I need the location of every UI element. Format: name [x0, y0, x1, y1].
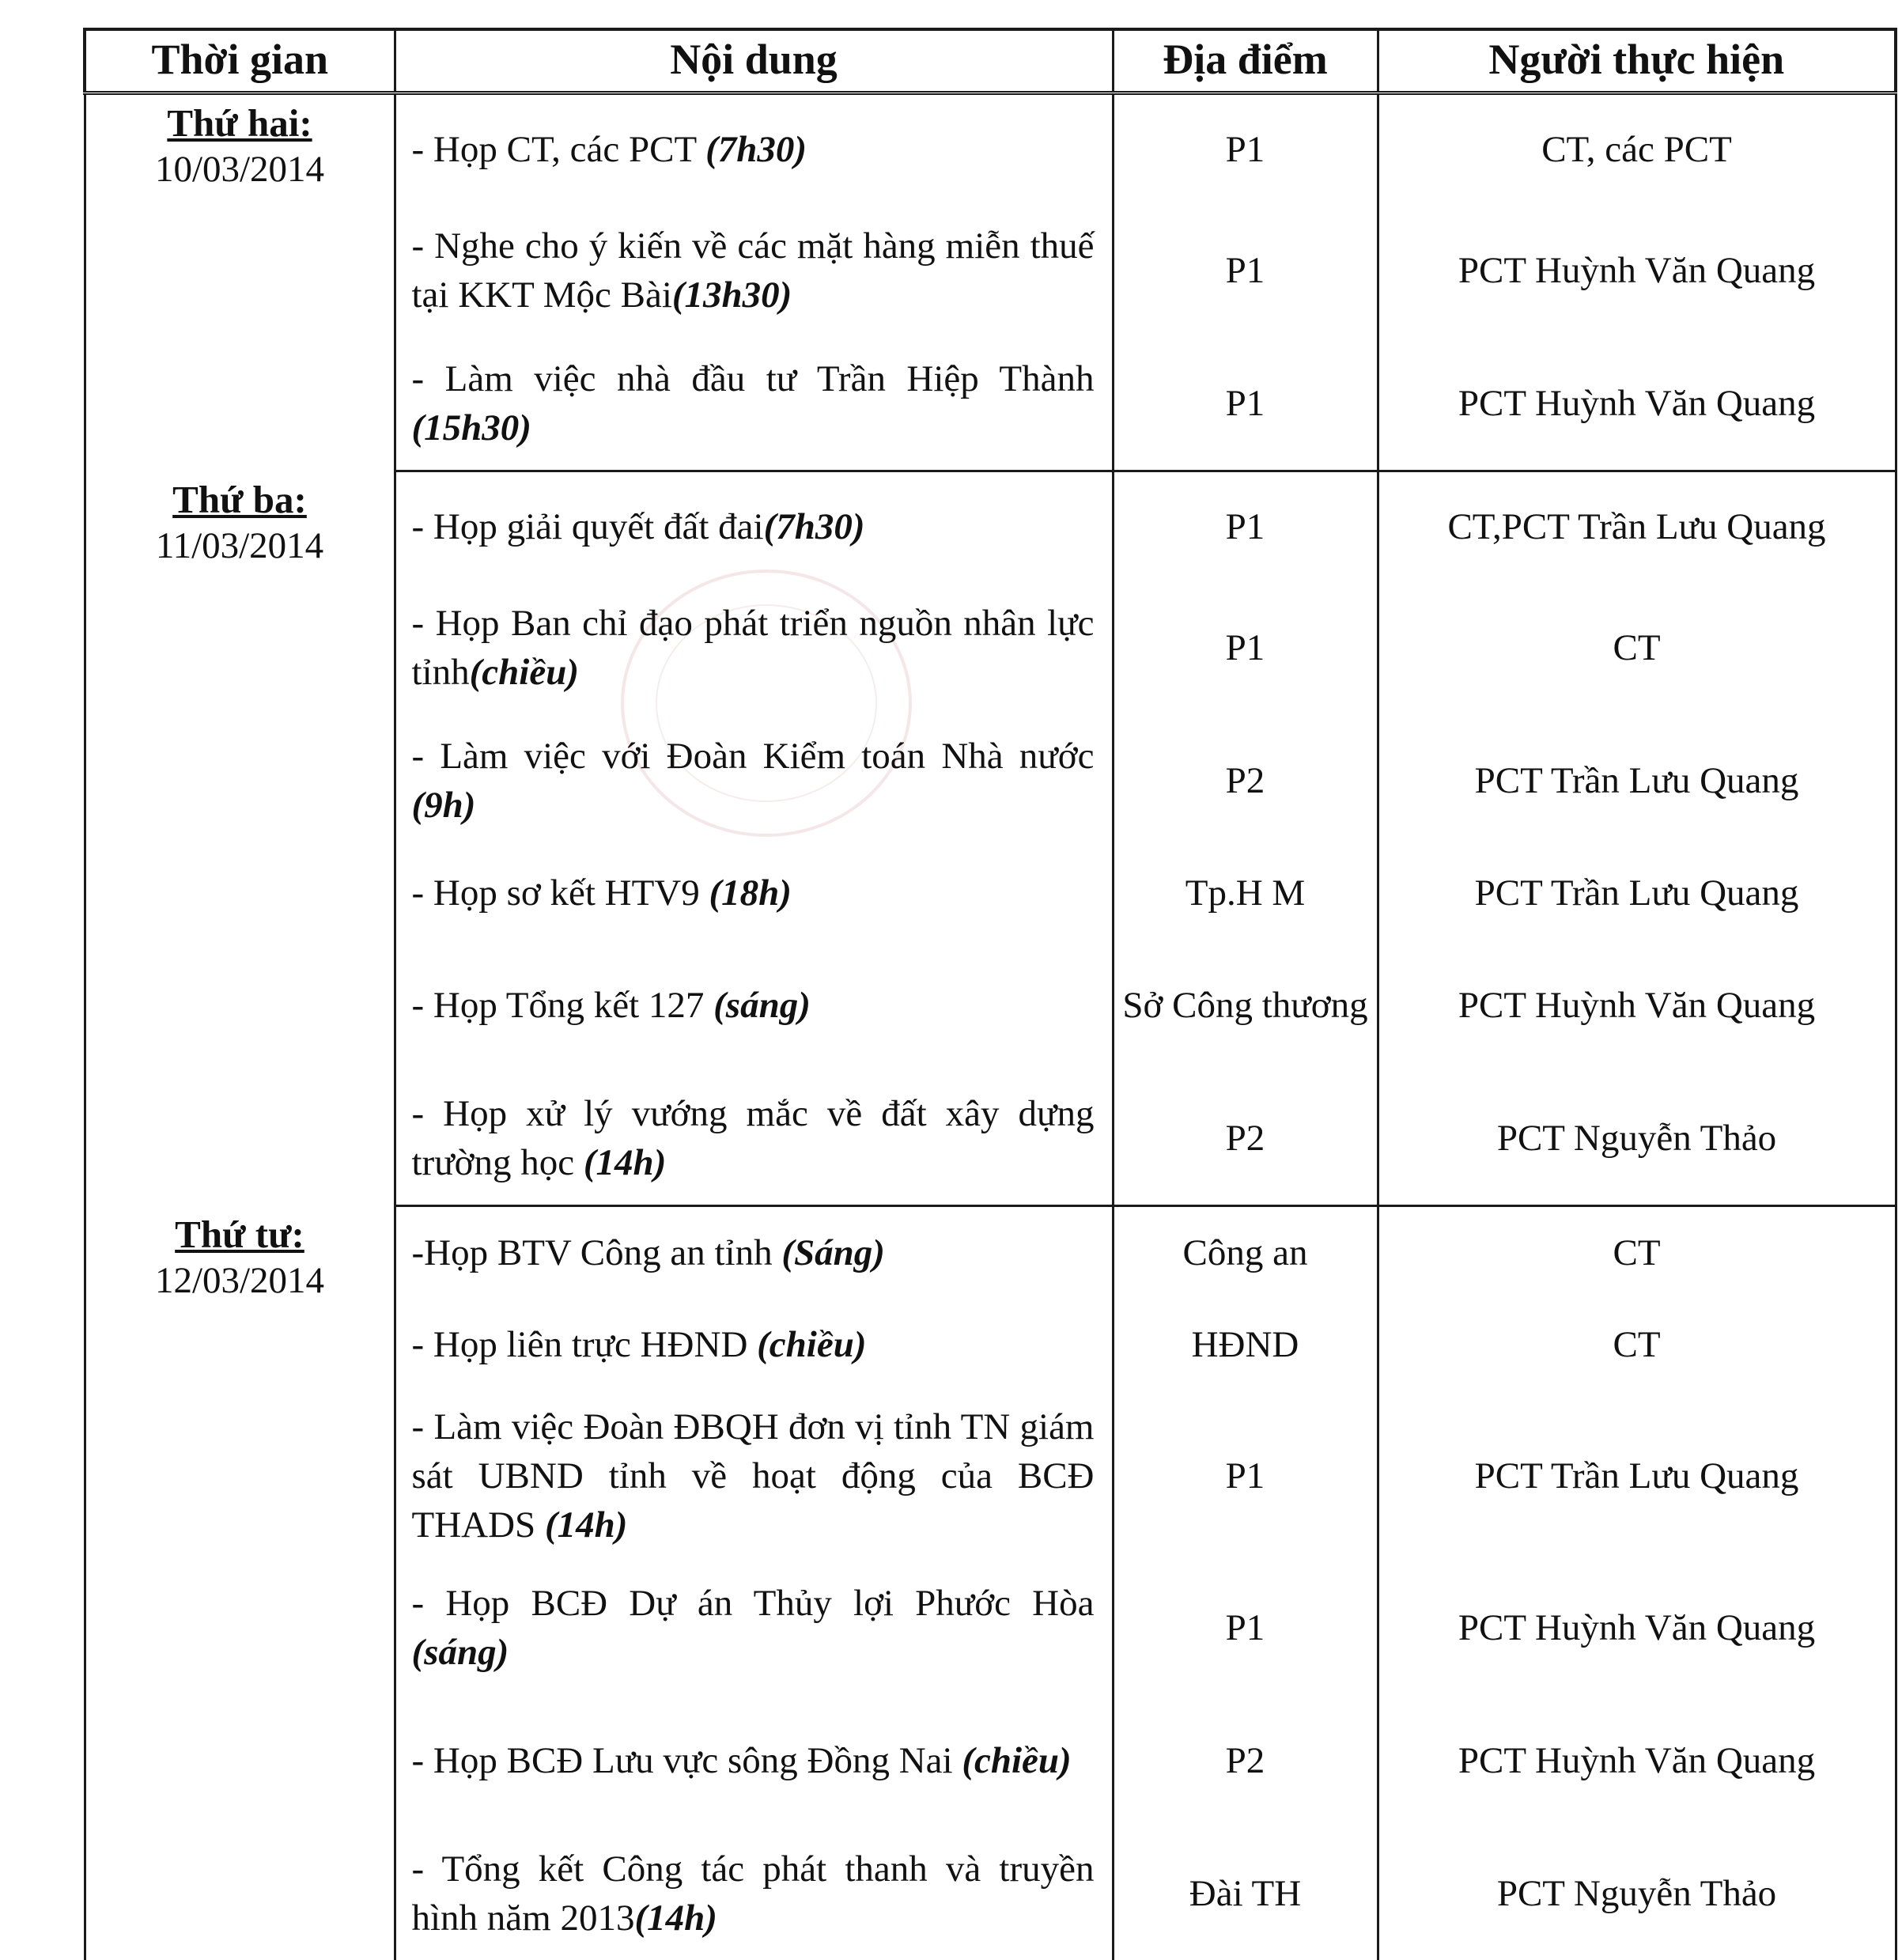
- content-text: - Họp liên trực HĐND: [412, 1324, 758, 1365]
- place-cell: Sở Công thương: [1113, 939, 1378, 1072]
- person-cell: CT,PCT Trần Lưu Quang: [1378, 471, 1896, 582]
- content-text: - Làm việc Đoàn ĐBQH đơn vị tỉnh TN giám sát UBND tỉnh về hoạt động của BCĐ THADS: [412, 1406, 1095, 1546]
- content-cell: [395, 1827, 1113, 1960]
- content-text: - Họp Ban chỉ đạo phát triển nguồn nhân lực tỉnh: [412, 603, 1095, 693]
- table-row: [85, 471, 1896, 582]
- content-time: (14h): [634, 1898, 717, 1939]
- content-cell: [395, 581, 1113, 714]
- content-time: (7h30): [764, 506, 865, 547]
- content-cell: [395, 1391, 1113, 1561]
- day-cell-monday: [85, 93, 395, 471]
- table-row: [85, 93, 1896, 205]
- content-cell: [395, 847, 1113, 939]
- place-cell: P1: [1113, 1561, 1378, 1694]
- content-text: - Họp Tổng kết 127: [412, 985, 714, 1026]
- content-text: - Họp BCĐ Lưu vực sông Đồng Nai: [412, 1740, 962, 1781]
- day-date: 10/03/2014: [87, 146, 393, 193]
- content-time: (chiều): [757, 1324, 866, 1365]
- place-cell: P1: [1113, 204, 1378, 337]
- person-cell: PCT Trần Lưu Quang: [1378, 714, 1896, 847]
- person-cell: PCT Huỳnh Văn Quang: [1378, 939, 1896, 1072]
- content-text: - Họp giải quyết đất đai: [412, 506, 764, 547]
- place-cell: P1: [1113, 471, 1378, 582]
- content-time: (18h): [709, 872, 792, 914]
- content-cell: [395, 93, 1113, 205]
- day-name: Thứ hai:: [87, 101, 393, 146]
- table-row: [85, 1206, 1896, 1300]
- content-cell: [395, 714, 1113, 847]
- day-cell-wednesday: [85, 1206, 395, 1960]
- content-time: (7h30): [705, 129, 807, 170]
- content-cell: [395, 1206, 1113, 1300]
- place-cell: Đài TH: [1113, 1827, 1378, 1960]
- content-text: - Họp BCĐ Dự án Thủy lợi Phước Hòa: [412, 1583, 1095, 1624]
- place-cell: P1: [1113, 581, 1378, 714]
- person-cell: PCT Huỳnh Văn Quang: [1378, 1694, 1896, 1827]
- place-cell: P1: [1113, 93, 1378, 205]
- person-cell: PCT Trần Lưu Quang: [1378, 847, 1896, 939]
- person-cell: PCT Huỳnh Văn Quang: [1378, 1561, 1896, 1694]
- content-cell: [395, 1561, 1113, 1694]
- content-time: (Sáng): [781, 1232, 885, 1273]
- weekly-schedule-table: [83, 28, 1897, 1960]
- content-cell: [395, 1694, 1113, 1827]
- day-cell-tuesday: [85, 471, 395, 1206]
- person-cell: PCT Nguyễn Thảo: [1378, 1072, 1896, 1206]
- content-cell: [395, 1072, 1113, 1206]
- day-name: Thứ ba:: [87, 478, 393, 522]
- person-cell: PCT Huỳnh Văn Quang: [1378, 337, 1896, 471]
- content-cell: [395, 1299, 1113, 1391]
- schedule-sheet: [83, 28, 1894, 1960]
- person-cell: CT: [1378, 1299, 1896, 1391]
- content-time: (chiều): [962, 1740, 1071, 1781]
- person-cell: CT: [1378, 581, 1896, 714]
- content-text: - Làm việc nhà đầu tư Trần Hiệp Thành: [412, 358, 1095, 399]
- table-header-row: [85, 29, 1896, 93]
- place-cell: Công an: [1113, 1206, 1378, 1300]
- person-cell: PCT Trần Lưu Quang: [1378, 1391, 1896, 1561]
- place-cell: P1: [1113, 1391, 1378, 1561]
- content-cell: [395, 939, 1113, 1072]
- person-cell: PCT Huỳnh Văn Quang: [1378, 204, 1896, 337]
- day-date: 12/03/2014: [87, 1257, 393, 1304]
- content-text: - Họp xử lý vướng mắc về đất xây dựng trường học: [412, 1093, 1095, 1183]
- content-text: - Làm việc với Đoàn Kiểm toán Nhà nước: [412, 736, 1095, 777]
- person-cell: CT: [1378, 1206, 1896, 1300]
- place-cell: P2: [1113, 714, 1378, 847]
- content-cell: [395, 204, 1113, 337]
- place-cell: P2: [1113, 1694, 1378, 1827]
- content-text: - Họp CT, các PCT: [412, 129, 706, 170]
- content-text: - Nghe cho ý kiến về các mặt hàng miễn thuế tại KKT Mộc Bài: [412, 225, 1095, 316]
- content-time: (sáng): [412, 1632, 509, 1673]
- content-text: - Họp sơ kết HTV9: [412, 872, 709, 914]
- header-place: Địa điểm: [1113, 29, 1378, 93]
- content-time: (sáng): [713, 985, 811, 1026]
- content-time: (9h): [412, 785, 476, 826]
- content-text: - Tổng kết Công tác phát thanh và truyền hình năm 2013: [412, 1848, 1095, 1939]
- content-time: (14h): [584, 1142, 666, 1183]
- content-time: (13h30): [672, 274, 792, 316]
- content-time: (chiều): [470, 652, 579, 693]
- place-cell: P1: [1113, 337, 1378, 471]
- header-content: Nội dung: [395, 29, 1113, 93]
- content-text: -Họp BTV Công an tỉnh: [412, 1232, 782, 1273]
- place-cell: Tp.H M: [1113, 847, 1378, 939]
- content-time: (14h): [545, 1504, 627, 1546]
- place-cell: P2: [1113, 1072, 1378, 1206]
- person-cell: PCT Nguyễn Thảo: [1378, 1827, 1896, 1960]
- content-cell: [395, 471, 1113, 582]
- person-cell: CT, các PCT: [1378, 93, 1896, 205]
- place-cell: HĐND: [1113, 1299, 1378, 1391]
- header-person: Người thực hiện: [1378, 29, 1896, 93]
- content-time: (15h30): [412, 407, 531, 448]
- header-time: Thời gian: [85, 29, 395, 93]
- content-cell: [395, 337, 1113, 471]
- day-date: 11/03/2014: [87, 522, 393, 569]
- day-name: Thứ tư:: [87, 1213, 393, 1257]
